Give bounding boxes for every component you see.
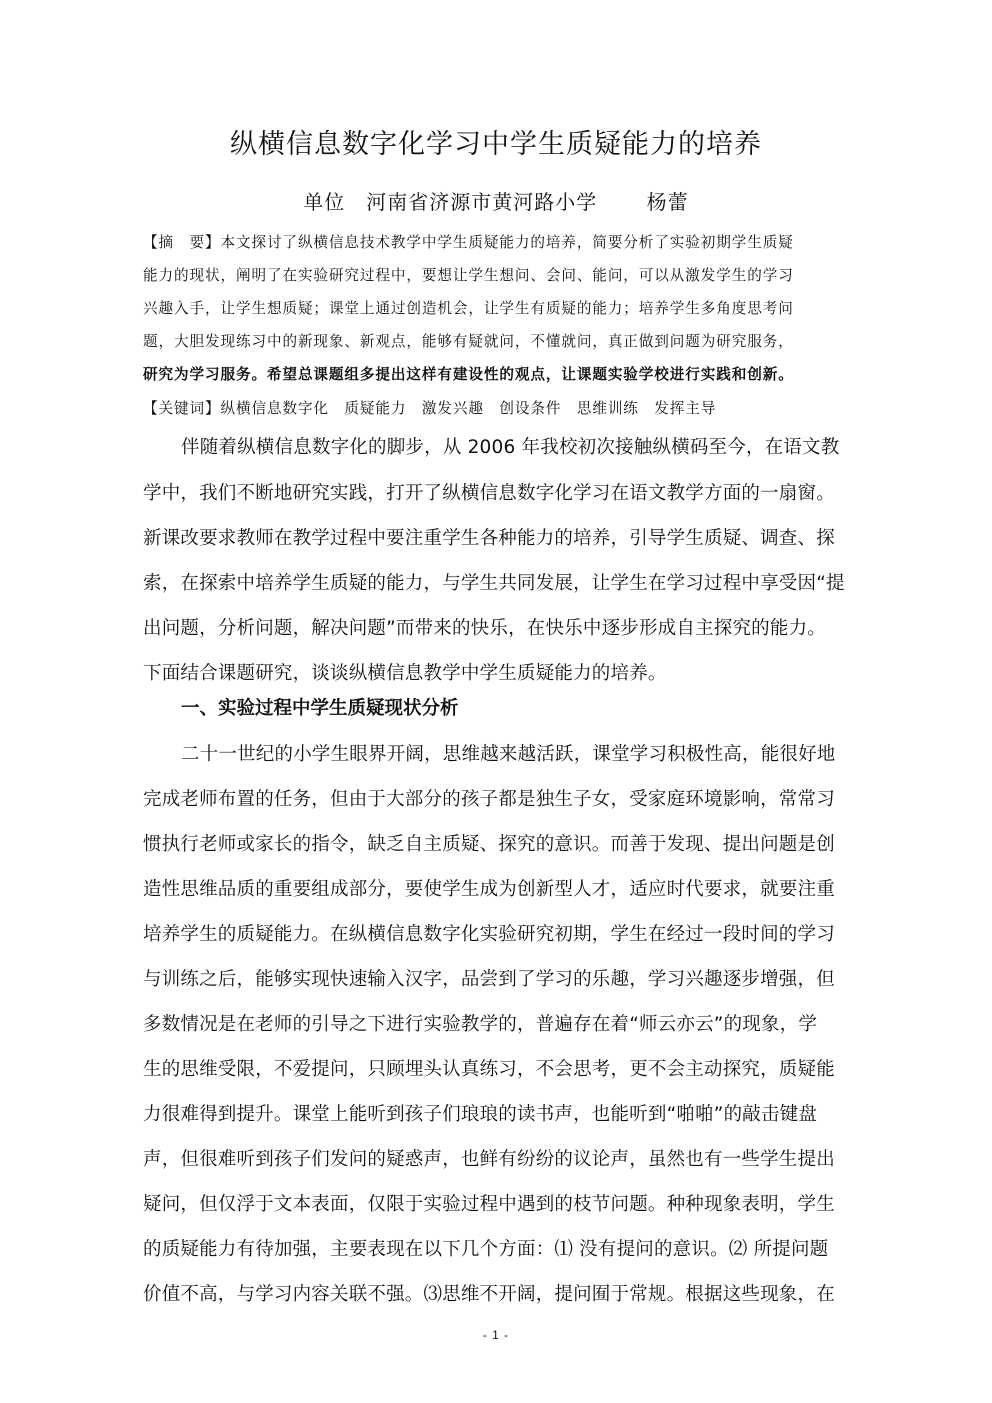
paragraph-line: 二十一世纪的小学生眼界开阔，思维越来越活跃，课堂学习积极性高，能很好地 bbox=[181, 744, 836, 765]
paragraph-line: 伴随着纵横信息数字化的脚步，从 2006 年我校初次接触纵横码至今，在语文教 bbox=[181, 437, 840, 458]
paragraph-line: 培养学生的质疑能力。在纵横信息数字化实验研究初期，学生在经过一段时间的学习 bbox=[143, 924, 835, 945]
paragraph-line: 多数情况是在老师的引导之下进行实验教学的，普遍存在着“师云亦云”的现象，学 bbox=[143, 1014, 818, 1035]
paragraph-line: 惯执行老师或家长的指令，缺乏自主质疑、探究的意识。而善于发现、提出问题是创 bbox=[143, 834, 835, 855]
paragraph-line: 生的思维受限，不爱提问，只顾埋头认真练习，不会思考，更不会主动探究，质疑能 bbox=[143, 1059, 835, 1080]
paragraph-line: 价值不高，与学习内容关联不强。⑶思维不开阔，提问囿于常规。根据这些现象，在 bbox=[143, 1284, 835, 1305]
paragraph-line: 索，在探索中培养学生质疑的能力，与学生共同发展，让学生在学习过程中享受因“提 bbox=[143, 573, 845, 594]
paragraph-line: 学中，我们不断地研究实践，打开了纵横信息数字化学习在语文教学方面的一扇窗。 bbox=[143, 483, 835, 504]
document-title: 纵横信息数字化学习中学生质疑能力的培养 bbox=[230, 129, 762, 160]
author-affiliation: 单位 河南省济源市黄河路小学 杨蕾 bbox=[303, 190, 689, 214]
paragraph-line: 造性思维品质的重要组成部分，要使学生成为创新型人才，适应时代要求，就要注重 bbox=[143, 879, 835, 900]
paragraph-line: 新课改要求教师在教学过程中要注重学生各种能力的培养，引导学生质疑、调查、探 bbox=[143, 528, 835, 549]
abstract-line: 题，大胆发现练习中的新现象、新观点，能够有疑就问，不懂就问，真正做到问题为研究服务， bbox=[143, 333, 794, 350]
paragraph-line: 完成老师布置的任务，但由于大部分的孩子都是独生子女，受家庭环境影响，常常习 bbox=[143, 789, 835, 810]
abstract-line: 研究为学习服务。希望总课题组多提出这样有建设性的观点，让课题实验学校进行实践和创新。 bbox=[143, 366, 794, 383]
paragraph-line: 力很难得到提升。课堂上能听到孩子们琅琅的读书声，也能听到“啪啪”的敲击键盘 bbox=[143, 1104, 818, 1125]
paragraph-line: 下面结合课题研究，谈谈纵横信息教学中学生质疑能力的培养。 bbox=[143, 663, 667, 684]
abstract-line: 【摘 要】本文探讨了纵横信息技术教学中学生质疑能力的培养，简要分析了实验初期学生质疑 bbox=[143, 234, 794, 251]
paragraph-line: 与训练之后，能够实现快速输入汉字，品尝到了学习的乐趣，学习兴趣逐步增强，但 bbox=[143, 969, 835, 990]
paragraph-line: 声，但很难听到孩子们发问的疑惑声，也鲜有纷纷的议论声，虽然也有一些学生提出 bbox=[143, 1149, 835, 1170]
paragraph-line: 的质疑能力有待加强，主要表现在以下几个方面：⑴ 没有提问的意识。⑵ 所提问题 bbox=[143, 1239, 829, 1260]
page-number: - 1 - bbox=[482, 1328, 510, 1342]
abstract-line: 能力的现状，阐明了在实验研究过程中，要想让学生想问、会问、能问，可以从激发学生的学习 bbox=[143, 267, 794, 284]
paragraph-line: 出问题，分析问题，解决问题”而带来的快乐，在快乐中逐步形成自主探究的能力。 bbox=[143, 618, 826, 639]
section-heading: 一、实验过程中学生质疑现状分析 bbox=[181, 698, 459, 719]
abstract-line: 兴趣入手，让学生想质疑；课堂上通过创造机会，让学生有质疑的能力；培养学生多角度思考问 bbox=[143, 300, 794, 317]
paragraph-line: 疑问，但仅浮于文本表面，仅限于实验过程中遇到的枝节问题。种种现象表明，学生 bbox=[143, 1194, 835, 1215]
keywords-line: 【关键词】纵横信息数字化 质疑能力 激发兴趣 创设条件 思维训练 发挥主导 bbox=[143, 400, 717, 417]
